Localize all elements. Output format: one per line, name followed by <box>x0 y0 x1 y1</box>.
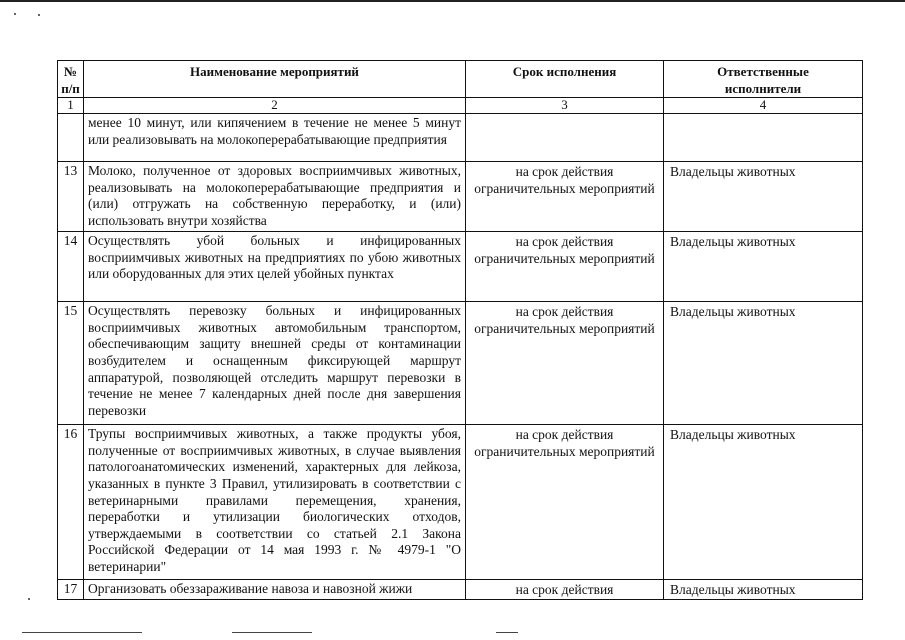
row-responsible: Владельцы животных <box>664 580 863 600</box>
row-responsible: Владельцы животных <box>664 425 863 580</box>
row-measure: Организовать обеззараживание навоза и навозной жижи <box>84 580 466 600</box>
table-row <box>58 425 863 580</box>
row-number: 17 <box>58 580 84 600</box>
row-measure: Осуществлять перевозку больных и инфицированных восприимчивых животных автомобильным транспортом, обеспечивающим защиту внешней среды от контаминации возбудителем и оснащенным фиксирующей маршрут аппаратурой, позволяющей отследить маршрут перевозки в течение не менее 7 календарных дней после дня завершения перевозки <box>84 302 466 425</box>
measures-table <box>57 60 863 600</box>
index-cell: 2 <box>84 98 466 114</box>
row-measure: Трупы восприимчивых животных, а также продукты убоя, полученные от восприимчивых животных, в случае выявления патологоанатомических изменений, характерных для лейкоза, указанных в пункте 3 Правил, утилизировать в соответствии с ветеринарными правилами перемещения, хранения, переработки и утилизации биологических отходов, утверждаемыми в соответствии со статьей 2.1 Закона Российской Федерации от 14 мая 1993 г. № 4979-1 "О ветеринарии" <box>84 425 466 580</box>
row-term <box>466 114 664 162</box>
row-number <box>58 114 84 162</box>
row-term: на срок действия ограничительных мероприятий <box>466 232 664 302</box>
index-cell: 3 <box>466 98 664 114</box>
row-number: 14 <box>58 232 84 302</box>
table-row <box>58 114 863 162</box>
scan-bottom-mark <box>232 632 312 633</box>
row-term: на срок действия ограничительных мероприятий <box>466 162 664 232</box>
row-measure: Молоко, полученное от здоровых восприимчивых животных, реализовывать на молокоперерабатывающие предприятия и (или) отгружать на собственную переработку, и (или) использовать внутри хозяйства <box>84 162 466 232</box>
row-term: на срок действия <box>466 580 664 600</box>
header-responsible <box>664 61 863 98</box>
header-responsible-text: Ответственные исполнители <box>717 64 809 96</box>
row-term: на срок действия ограничительных мероприятий <box>466 425 664 580</box>
header-name: Наименование мероприятий <box>84 61 466 98</box>
scan-bottom-mark <box>22 632 142 633</box>
row-number: 16 <box>58 425 84 580</box>
scan-top-edge <box>0 0 905 2</box>
table-row <box>58 302 863 425</box>
scan-speck <box>28 598 30 600</box>
table-row <box>58 580 863 600</box>
header-term: Срок исполнения <box>466 61 664 98</box>
index-cell: 4 <box>664 98 863 114</box>
row-responsible: Владельцы животных <box>664 162 863 232</box>
row-measure: менее 10 минут, или кипячением в течение не менее 5 минут или реализовывать на молокоперерабатывающие предприятия <box>84 114 466 162</box>
row-responsible: Владельцы животных <box>664 302 863 425</box>
index-cell: 1 <box>58 98 84 114</box>
row-responsible: Владельцы животных <box>664 232 863 302</box>
row-measure: Осуществлять убой больных и инфицированных восприимчивых животных на предприятиях по убою животных или оборудованных для этих целей убойных пунктах <box>84 232 466 302</box>
header-number <box>58 61 84 98</box>
index-row <box>58 98 863 114</box>
row-responsible <box>664 114 863 162</box>
row-number: 13 <box>58 162 84 232</box>
header-number-text: № п/п <box>61 64 80 96</box>
row-number: 15 <box>58 302 84 425</box>
header-row <box>58 61 863 98</box>
table-row <box>58 232 863 302</box>
scan-speck <box>14 13 16 15</box>
scan-speck <box>38 14 40 16</box>
row-term: на срок действия ограничительных мероприятий <box>466 302 664 425</box>
table-row <box>58 162 863 232</box>
scan-bottom-mark <box>496 632 518 633</box>
